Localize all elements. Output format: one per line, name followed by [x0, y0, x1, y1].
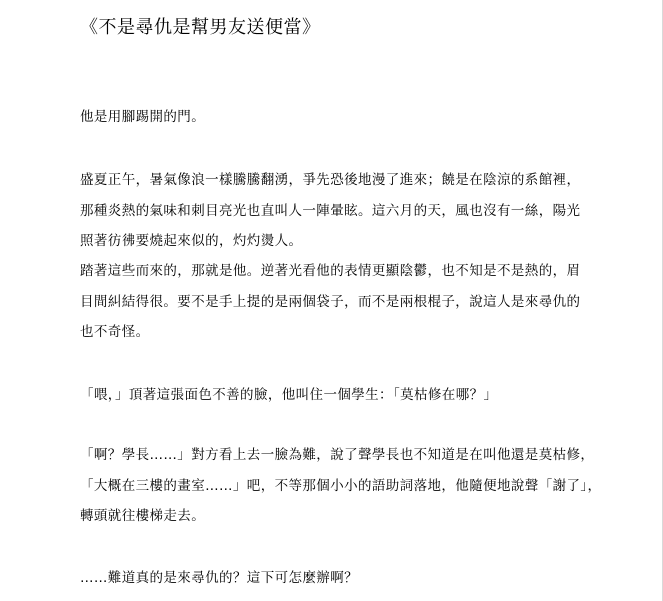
paragraph-line: 目間糾結得很。要不是手上提的是兩個袋子，而不是兩根棍子，說這人是來尋仇的 — [80, 293, 581, 310]
paragraph-closing-thought — [80, 563, 640, 594]
paragraph-line: 他是用腳踢開的門。 — [80, 109, 206, 125]
document-title: 《不是尋仇是幫男友送便當》 — [80, 17, 321, 38]
paragraph-line: 「大概在三樓的畫室……」吧，不等那個小小的語助詞落地，他隨便地說聲「謝了」， — [80, 477, 602, 494]
paragraph-line: 盛夏正午，暑氣像浪一樣騰騰翻湧，爭先恐後地漫了進來；饒是在陰涼的系館裡， — [80, 172, 581, 188]
paragraph-summer-noon — [80, 165, 640, 257]
paragraph-line: 也不奇怪。 — [80, 324, 150, 340]
paragraph-reply — [80, 440, 640, 532]
paragraph-line: 轉頭就往樓梯走去。 — [80, 508, 206, 524]
paragraph-line: 照著彷彿要燒起來似的，灼灼燙人。 — [80, 233, 303, 249]
paragraph-line: 踏著這些而來的，那就是他。逆著光看他的表情更顯陰鬱，也不知是不是熱的，眉 — [80, 263, 581, 279]
paragraph-line: ……難道真的是來尋仇的？這下可怎麼辦啊？ — [80, 570, 358, 586]
paragraph-line: 「啊？學長……」對方看上去一臉為難，說了聲學長也不知道是在叫他還是莫枯修， — [80, 447, 595, 463]
paragraph-line: 那種炎熱的氣味和刺目亮光也直叫人一陣暈眩。這六月的天，風也沒有一絲，陽光 — [80, 202, 581, 219]
paragraph-door-kick — [80, 102, 640, 133]
paragraph-his-arrival — [80, 256, 640, 348]
paragraph-line: 「喂，」頂著這張面色不善的臉，他叫住一個學生：「莫枯修在哪？」 — [80, 387, 498, 403]
paragraph-question — [80, 380, 640, 411]
